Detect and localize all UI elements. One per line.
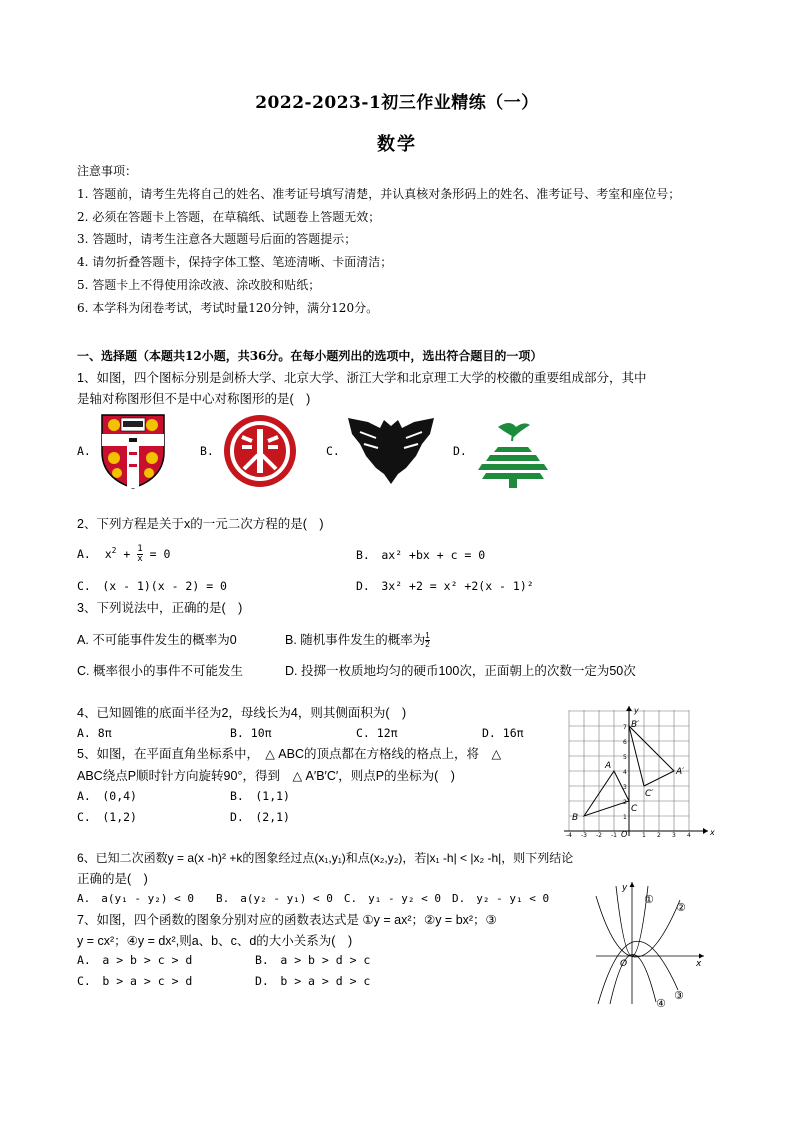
grid-y-tick: 5 <box>623 754 627 761</box>
grid-x-tick: 3 <box>672 832 676 838</box>
grid-y-tick: 2 <box>623 799 627 806</box>
q2-option-a: A. $x^2$ + $\frac{1}{x}$ = 0 <box>77 544 171 564</box>
q7-stem-line1: 7、如图，四个函数的图象分别对应的函数表达式是 ①y = ax²；②y = bx²；③ <box>77 913 497 927</box>
parabola-2-label: ② <box>676 901 686 914</box>
point-a-label: A <box>605 761 612 771</box>
q6-stem-line2: 正确的是( ) <box>77 872 148 886</box>
q6-options: A. a(y₁ - y₂) < 0 B. a(y₂ - y₁) < 0 C. y₁ - y₂ < 0 D. y₂ - y₁ < 0 <box>77 892 550 905</box>
parabolas-figure <box>592 876 712 1008</box>
q6-stem-line1: 6、已知二次函数y = a(x -h)² +k的图象经过点(x₁,y₁)和点(x₂,y₂)，若|x₁ -h| < |x₂ -h|，则下列结论 <box>77 851 574 865</box>
point-a-prime-label: A′ <box>676 767 685 777</box>
grid-x-tick: 4 <box>687 832 691 838</box>
note-item: 2. 必须在答题卡上答题，在草稿纸、试题卷上答题无效； <box>77 209 381 224</box>
q7-option-b: B. a > b > d > c <box>255 953 371 967</box>
q5-option-d: D. (2,1) <box>230 810 290 824</box>
note-item: 5. 答题卡上不得使用涂改液、涂改胶和贴纸； <box>77 277 321 292</box>
rotation-grid-figure <box>562 704 718 838</box>
grid-x-tick: -2 <box>596 832 602 838</box>
q4-option-c: C. 12π <box>356 726 398 740</box>
parabola-3-label: ③ <box>674 989 684 1002</box>
point-c-prime-label: C′ <box>645 789 654 799</box>
note-item: 3. 答题时，请考生注意各大题题号后面的答题提示； <box>77 232 357 247</box>
q1-option-d-label: D. <box>453 444 467 458</box>
parab-y-label: y <box>622 883 628 893</box>
parab-origin-label: O <box>620 959 628 969</box>
q1-option-c-label: C. <box>326 444 340 458</box>
q2-option-d: D. 3x² +2 = x² +2(x - 1)² <box>356 579 534 593</box>
point-b-label: B <box>572 813 579 823</box>
grid-x-tick: -4 <box>566 832 572 838</box>
q2-stem: 2、下列方程是关于x的一元二次方程的是( ) <box>77 517 324 531</box>
note-item: 1. 答题前，请考生先将自己的姓名、准考证号填写清楚，并认真核对条形码上的姓名、准考证号、考室和座位号； <box>77 186 681 201</box>
q4-option-b: B. 10π <box>230 726 272 740</box>
q3-option-b: B. 随机事件发生的概率为 $\frac{1}{2}$ <box>285 631 430 650</box>
exam-title: 2022-2023-1初三作业精练（一） <box>255 93 539 113</box>
q7-option-a: A. a > b > c > d <box>77 953 193 967</box>
q3-option-c: C. 概率很小的事件不可能发生 <box>77 664 243 678</box>
q7-option-c: C. b > a > c > d <box>77 974 193 988</box>
parabola-4 <box>610 954 656 1004</box>
exam-notes <box>77 160 717 320</box>
q4-stem: 4、已知圆锥的底面半径为2，母线长为4，则其侧面积为( ) <box>77 706 407 720</box>
section-heading: 一、选择题（本题共12小题，共36分。在每小题列出的选项中，选出符合题目的一项） <box>77 349 543 363</box>
point-c-label: C <box>631 804 638 814</box>
cambridge-crest-icon <box>99 412 167 490</box>
q5-option-c: C. (1,2) <box>77 810 137 824</box>
triangle-abc <box>584 771 629 816</box>
parabola-4-label: ④ <box>656 997 666 1008</box>
grid-y-tick: 3 <box>623 784 627 791</box>
q5-option-b: B. (1,1) <box>230 789 290 803</box>
q1-stem-line2: 是轴对称图形但不是中心对称图形的是( ) <box>77 392 311 406</box>
grid-y-tick: 7 <box>623 724 627 731</box>
q3-option-d: D. 投掷一枚质地均匀的硬币100次，正面朝上的次数一定为50次 <box>285 664 636 678</box>
grid-y-tick: 6 <box>623 739 627 746</box>
grid-x-label: x <box>710 828 715 837</box>
grid-origin-label: O <box>621 830 628 838</box>
note-item: 6. 本学科为闭卷考试，考试时量120分钟，满分120分。 <box>77 300 379 315</box>
q4-option-a: A. 8π <box>77 726 112 740</box>
q5-stem-line2: ABC绕点P顺时针方向旋转90°，得到 △ A′B′C′，则点P的坐标为( ) <box>77 769 455 783</box>
bit-tree-logo-icon <box>474 417 552 489</box>
subject-title: 数学 <box>377 134 417 155</box>
grid-y-label: y <box>634 706 639 715</box>
grid-x-tick: -1 <box>611 832 617 838</box>
q1-option-a-label: A. <box>77 444 91 458</box>
q2-option-b: B. ax² +bx + c = 0 <box>356 548 486 562</box>
bird-emblem-icon <box>346 416 436 486</box>
q7-option-d: D. b > a > d > c <box>255 974 371 988</box>
q1-stem-line1: 1、如图，四个图标分别是剑桥大学、北京大学、浙江大学和北京理工大学的校徽的重要组成部分，其中 <box>77 371 647 385</box>
grid-x-tick: 1 <box>642 832 646 838</box>
q5-stem-line1: 5、如图，在平面直角坐标系中， △ ABC的顶点都在方格线的格点上，将 △ <box>77 747 502 761</box>
parabola-3 <box>598 941 678 1004</box>
grid-x-tick: 2 <box>657 832 661 838</box>
q2-option-c: C. (x - 1)(x - 2) = 0 <box>77 579 227 593</box>
grid-y-tick: 4 <box>623 769 627 776</box>
notes-heading: 注意事项： <box>77 164 138 178</box>
q7-stem-line2: y = cx²；④y = dx²,则a、b、c、d的大小关系为( ) <box>77 934 353 948</box>
q4-option-d: D. 16π <box>482 726 524 740</box>
q1-option-b-label: B. <box>200 444 214 458</box>
peking-university-logo-icon <box>222 413 298 489</box>
note-item: 4. 请勿折叠答题卡，保持字体工整、笔迹清晰、卡面清洁； <box>77 255 393 270</box>
parab-x-label: x <box>696 959 702 969</box>
grid-y-tick: 1 <box>623 814 627 821</box>
grid-x-tick: -3 <box>581 832 587 838</box>
q3-stem: 3、下列说法中，正确的是( ) <box>77 601 243 615</box>
parabola-2 <box>596 896 680 957</box>
q3-option-a: A. 不可能事件发生的概率为0 <box>77 633 237 647</box>
point-b-prime-label: B′ <box>631 720 640 730</box>
q5-option-a: A. (0,4) <box>77 789 137 803</box>
parabola-1-label: ① <box>644 893 654 906</box>
